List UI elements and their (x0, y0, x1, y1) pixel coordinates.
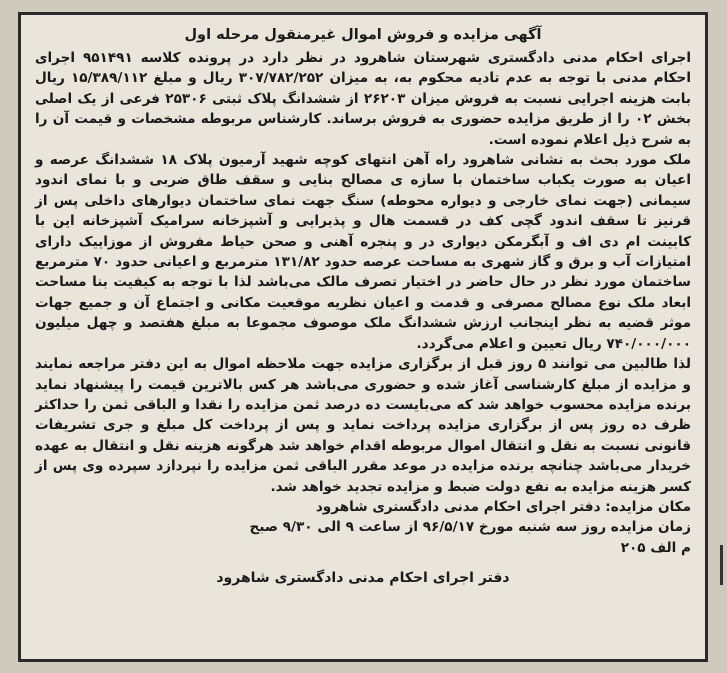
notice-code: م الف ۲۰۵ (620, 539, 691, 556)
notice-title: آگهی مزایده و فروش اموال غیرمنقول مرحله اول (184, 27, 542, 43)
auction-time: زمان مزایده روز سه شنبه مورخ ۹۶/۵/۱۷ از ساعت ۹ الی ۹/۳۰ صبح (249, 519, 691, 536)
notice-intro: اجرای احکام مدنی دادگستری شهرستان شاهرود در نظر دارد در پرونده کلاسه ۹۵۱۴۹۱ اجرای احکام مدنی با توجه به عدم تادیه محکوم به، به میزان ۳۰۷/۷۸۲/۲۵۲ ریال و مبلغ ۱۵/۳۸۹/۱۱۲ ریال بابت هزینه اجرایی نسبت به فروش میزان ۲۶۲۰۳ از ششدانگ پلاک ثبتی ۲۵۳۰۶ فرعی از یک اصلی بخش ۰۲ را از طریق مزایده حضوری به فروش برساند. کارشناس مربوطه مشخصات و قیمت آن را به شرح ذیل اعلام نموده است. (35, 50, 692, 148)
property-description: ملک مورد بحث به نشانی شاهرود راه آهن انتهای کوچه شهید آرمیون پلاک ۱۸ ششدانگ عرصه و اعیان به صورت یکباب ساختمان با سازه ی مصالح بنایی و سقف طاق ضربی و با نمای اندود سیمانی (جهت نمای خارجی و دیواره محوطه) سنگ جهت نمای ساختمان دیوارهای داخلی پس از قرنیز تا سقف اندود گچی کف در قسمت هال و پذیرایی و آشپزخانه سرامیک آشپزخانه این با کابینت ام دی اف و آبگرمکن دیواری در و پنجره آهنی و صحن حیاط مفروش از موزاییک دارای امتیازات آب و برق و گاز شهری به مساحت عرصه حدود ۱۳۱/۸۲ مترمربع و اعیانی حدود ۷۰ مترمربع ساختمان مورد نظر در حال حاضر در اختیار تصرف مالک می‌باشد لذا با توجه به کیفیت بنا مساحت ابعاد ملک نوع مصالح مصرفی و قدمت و اعیان نظریه موقعیت مکانی و اجتماع آن و جمیع جهات موثر قضیه به نظر اینجانب ارزش ششدانگ ملک موصوف مجموعا به مبلغ هفتصد و چهل میلیون ۷۴۰/۰۰۰/۰۰۰ ریال تعیین و اعلام می‌گردد. (35, 152, 691, 352)
newspaper-notice (18, 12, 708, 662)
scan-margin-mark (720, 545, 723, 585)
issuer-signature: دفتر اجرای احکام مدنی دادگستری شاهرود (216, 570, 510, 587)
auction-terms: لذا طالبین می توانند ۵ روز قبل از برگزاری مزایده جهت ملاحظه اموال به این دفتر مراجعه نمایند و مزایده از مبلغ کارشناسی آغاز شده و حضوری می‌باشد هر کس بالاترین قیمت را پیشنهاد نماید برنده مزایده محسوب خواهد شد که می‌بایست ده درصد ثمن مزایده را نقدا و الباقی ثمن را حداکثر ظرف ده روز پس از برگزاری مزایده پرداخت نماید و پس از پرداخت کل مبلغ و جری تشریفات قانونی نسبت به نقل و انتقال اموال مربوطه اقدام خواهد شد هرگونه هزینه نقل و انتقال به عهده خریدار می‌باشد چنانچه برنده مزایده در موعد مقرر الباقی ثمن مزایده را نپردازد سپرده وی پس از کسر هزینه مزایده به نفع دولت ضبط و مزایده تجدید خواهد شد. (35, 356, 691, 495)
auction-location: مکان مزایده: دفتر اجرای احکام مدنی دادگستری شاهرود (315, 498, 691, 515)
